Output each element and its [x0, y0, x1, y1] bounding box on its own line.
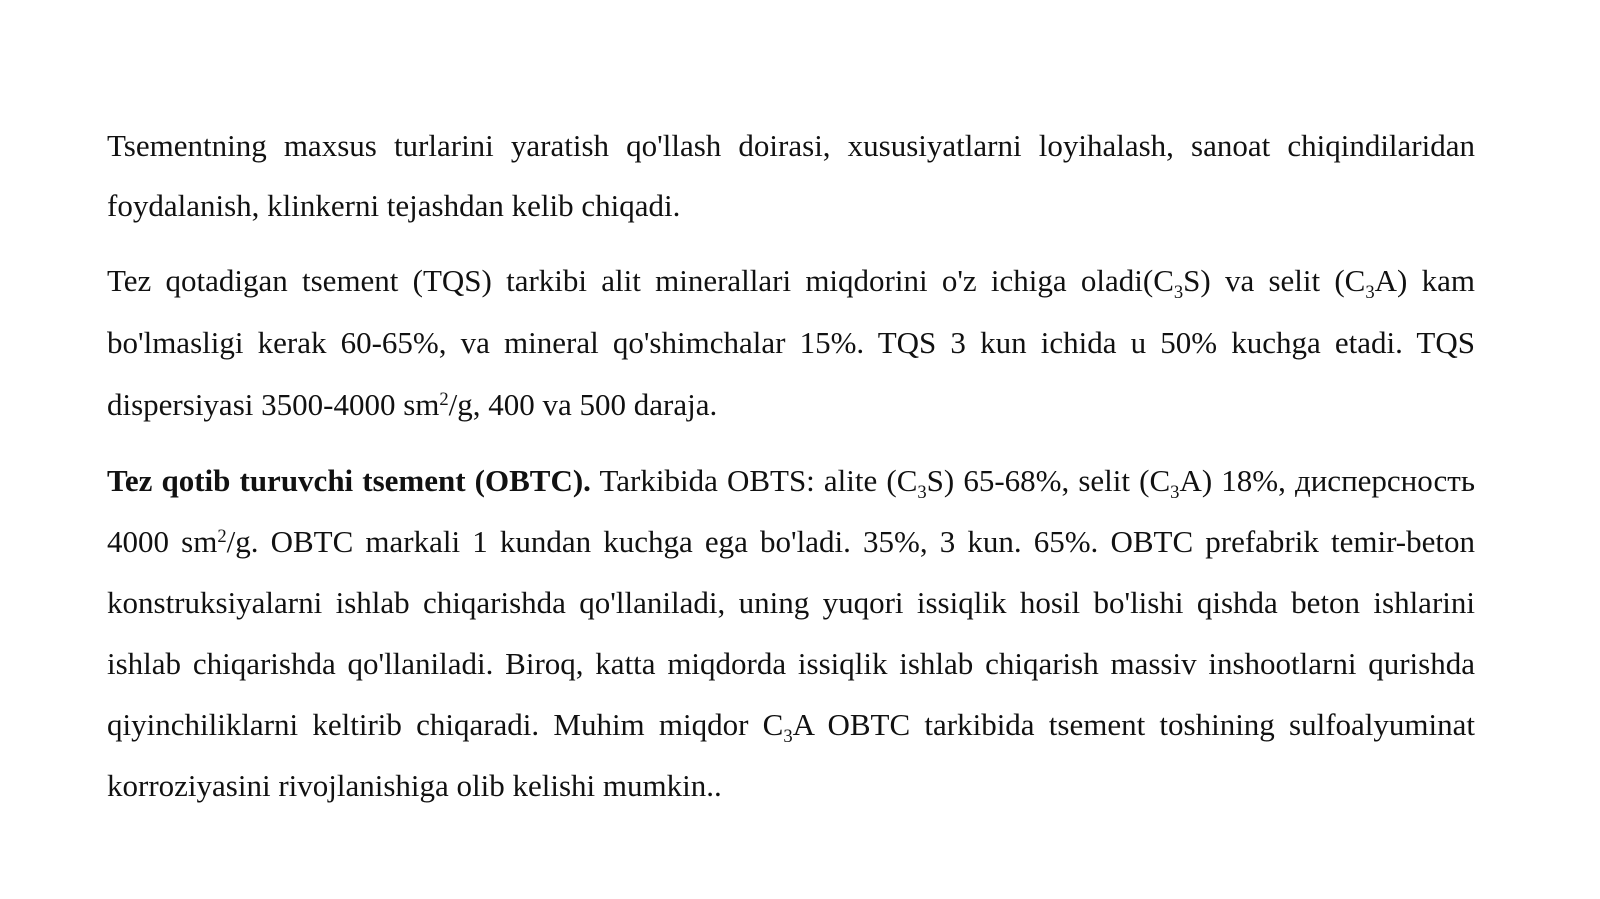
p3-superscript-1: 2	[217, 525, 227, 547]
p3-text-2: S) 65-68%, selit (C	[926, 463, 1171, 498]
p2-text-3: A) kam bo'lmasligi kerak 60-65%, va mineral qo'shimchalar 15%. TQS 3 kun ichida u 50% kuchga etadi. TQS dispersiyasi 3500-4000 sm	[107, 263, 1475, 422]
p3-bold-heading: Tez qotib turuvchi tsement (OBTC).	[107, 463, 591, 498]
p3-text-4: /g. OBTC markali 1 kundan kuchga ega bo'ladi. 35%, 3 kun. 65%. OBTC prefabrik temir-beton konstruksiyalarni ishlab chiqarishda qo'llaniladi, uning yuqori issiqlik hosil bo'lishi qishda beton ishlarini ishlab chiqarishda qo'llaniladi. Biroq, katta miqdorda issiqlik ishlab chiqarish massiv inshootlarni qurishda qiyinchiliklarni keltirib chiqaradi. Muhim miqdor C	[107, 524, 1475, 742]
p2-text-2: S) va selit (C	[1183, 263, 1366, 298]
p2-text-1: Tez qotadigan tsement (TQS) tarkibi alit minerallari miqdorini o'z ichiga oladi(C	[107, 263, 1174, 298]
p2-superscript-1: 2	[439, 388, 449, 410]
p3-text-5: A OBTC tarkibida tsement toshining sulfoalyuminat korroziyasini rivojlanishiga olib kelishi mumkin..	[107, 707, 1475, 803]
p2-subscript-2: 3	[1365, 281, 1375, 303]
paragraph-fast-hardening-cement	[107, 250, 1475, 436]
p2-text-4: /g, 400 va 500 daraja.	[448, 387, 718, 422]
paragraph-obtc-cement	[107, 450, 1475, 816]
p3-subscript-3: 3	[783, 725, 793, 747]
paragraph-special-cement-intro	[107, 116, 1475, 236]
p2-subscript-1: 3	[1173, 281, 1184, 303]
p3-text-3: A) 18%, дисперсность 4000 sm	[107, 463, 1475, 559]
slide-text-body	[107, 116, 1475, 830]
p3-subscript-2: 3	[1170, 481, 1180, 503]
p3-subscript-1: 3	[917, 481, 927, 503]
paragraph-1-text: Tsementning maxsus turlarini yaratish qo'llash doirasi, xususiyatlarni loyihalash, sanoat chiqindilaridan foydalanish, klinkerni tejashdan kelib chiqadi.	[107, 128, 1475, 223]
p3-text-1: Tarkibida OBTS: alite (C	[590, 463, 918, 498]
